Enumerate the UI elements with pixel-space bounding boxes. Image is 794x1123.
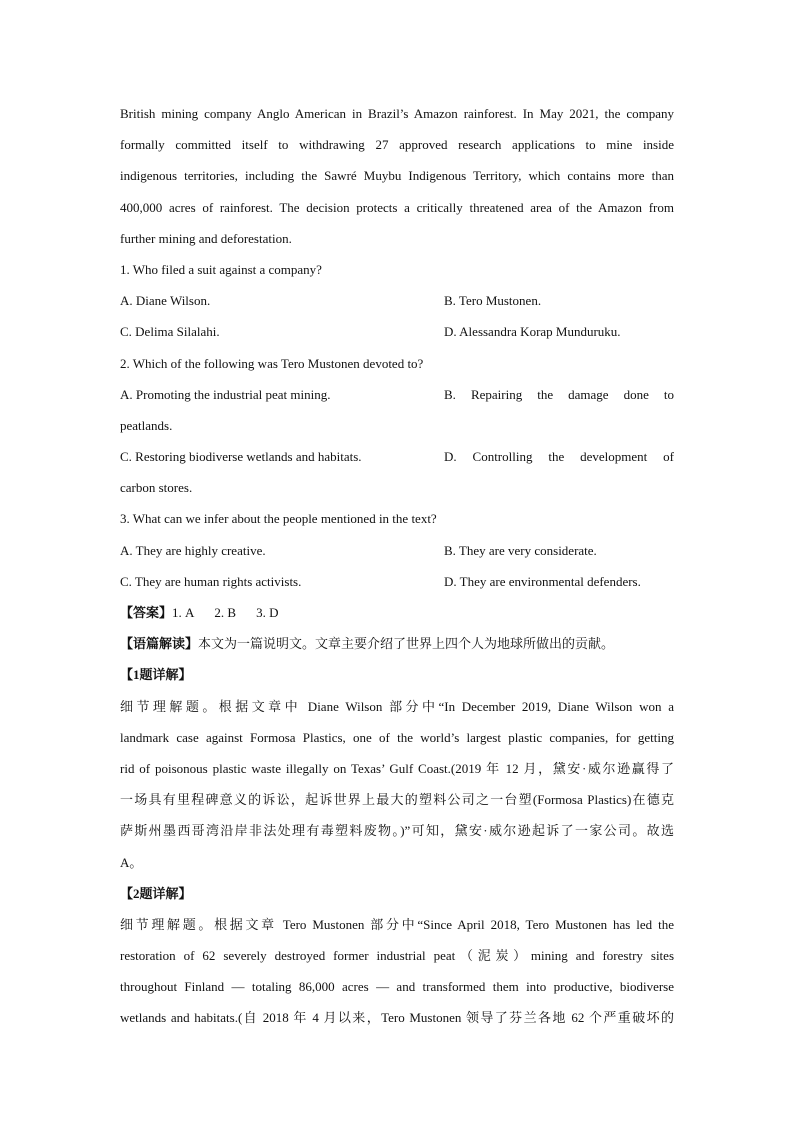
question-2-option-d: D. Controlling the development of [444,449,674,465]
q1-detail-line: 一场具有里程碑意义的诉讼，起诉世界上最大的塑料公司之一台塑(Formosa Plastics)在德克 [120,792,674,808]
q1-detail-line: 细节理解题。根据文章中 Diane Wilson 部分中“In December 2019, Diane Wilson won a [120,698,674,714]
question-1-option-d: D. Alessandra Korap Munduruku. [444,324,621,340]
question-2-option-b-cont: peatlands. [120,417,173,433]
reading-text: 本文为一篇说明文。文章主要介绍了世界上四个人为地球所做出的贡献。 [198,636,615,652]
answer-item: 3. D [256,605,279,620]
question-2-option-d-cont: carbon stores. [120,480,193,496]
question-3-options-row [120,535,674,566]
question-2-options-row [120,441,674,472]
passage-line: further mining and deforestation. [120,230,292,246]
q1-detail-line: landmark case against Formosa Plastics, one of the world’s largest plastic companies, for getting [120,729,674,745]
question-2-stem: 2. Which of the following was Tero Mustonen devoted to? [120,355,424,371]
reading-line [120,628,674,659]
passage-line: indigenous territories, including the Sawré Muybu Indigenous Territory, which contains more than [120,168,674,184]
question-2-options-row [120,379,674,410]
q2-detail-line: throughout Finland — totaling 86,000 acres — and transformed them into productive, biodiverse [120,979,674,995]
passage-line: formally committed itself to withdrawing 27 approved research applications to mine inside [120,137,674,153]
question-1-option-b: B. Tero Mustonen. [444,293,542,309]
question-2-option-a: A. Promoting the industrial peat mining. [120,386,331,402]
question-1-option-a: A. Diane Wilson. [120,293,211,309]
q1-detail-line: A。 [120,854,143,870]
answer-label: 【答案】 [120,605,173,620]
q1-detail-line: rid of poisonous plastic waste illegally on Texas’ Gulf Coast.(2019 年 12 月，黛安·威尔逊赢得了 [120,760,674,776]
question-1-option-c: C. Delima Silalahi. [120,324,220,340]
question-3-options-row [120,566,674,597]
question-3-option-b: B. They are very considerate. [444,542,597,558]
question-2-option-b: B. Repairing the damage done to [444,386,674,402]
question-3-option-a: A. They are highly creative. [120,542,266,558]
answer-line [120,597,674,628]
q1-detail-line: 萨斯州墨西哥湾沿岸非法处理有毒塑料废物。)”可知，黛安·威尔逊起诉了一家公司。故选 [120,823,674,839]
passage-line: British mining company Anglo American in Brazil’s Amazon rainforest. In May 2021, the company [120,106,674,121]
q2-detail-line: restoration of 62 severely destroyed former industrial peat（泥炭）mining and forestry sites [120,948,674,964]
question-3-option-d: D. They are environmental defenders. [444,573,641,589]
answer-item: 2. B [214,605,237,620]
question-1-options-row [120,316,674,347]
q2-detail-line: wetlands and habitats.(自 2018 年 4 月以来，Tero Mustonen 领导了芬兰各地 62 个严重破坏的 [120,1010,674,1026]
answer-item: 1. A [172,605,195,620]
passage [120,98,674,254]
q2-detail-line: 细节理解题。根据文章 Tero Mustonen 部分中“Since April 2018, Tero Mustonen has led the [120,916,674,932]
document-page [120,98,674,1034]
q1-detail-heading: 【1题详解】 [120,667,192,683]
question-1-stem: 1. Who filed a suit against a company? [120,261,322,277]
passage-line: 400,000 acres of rainforest. The decision protects a critically threatened area of the Amazon from [120,199,674,215]
reading-label: 【语篇解读】 [120,636,199,652]
question-3-stem: 3. What can we infer about the people mentioned in the text? [120,511,437,527]
question-3-option-c: C. They are human rights activists. [120,573,302,589]
question-2-option-c: C. Restoring biodiverse wetlands and habitats. [120,449,362,465]
question-1-options-row [120,285,674,316]
q2-detail-heading: 【2题详解】 [120,885,192,901]
